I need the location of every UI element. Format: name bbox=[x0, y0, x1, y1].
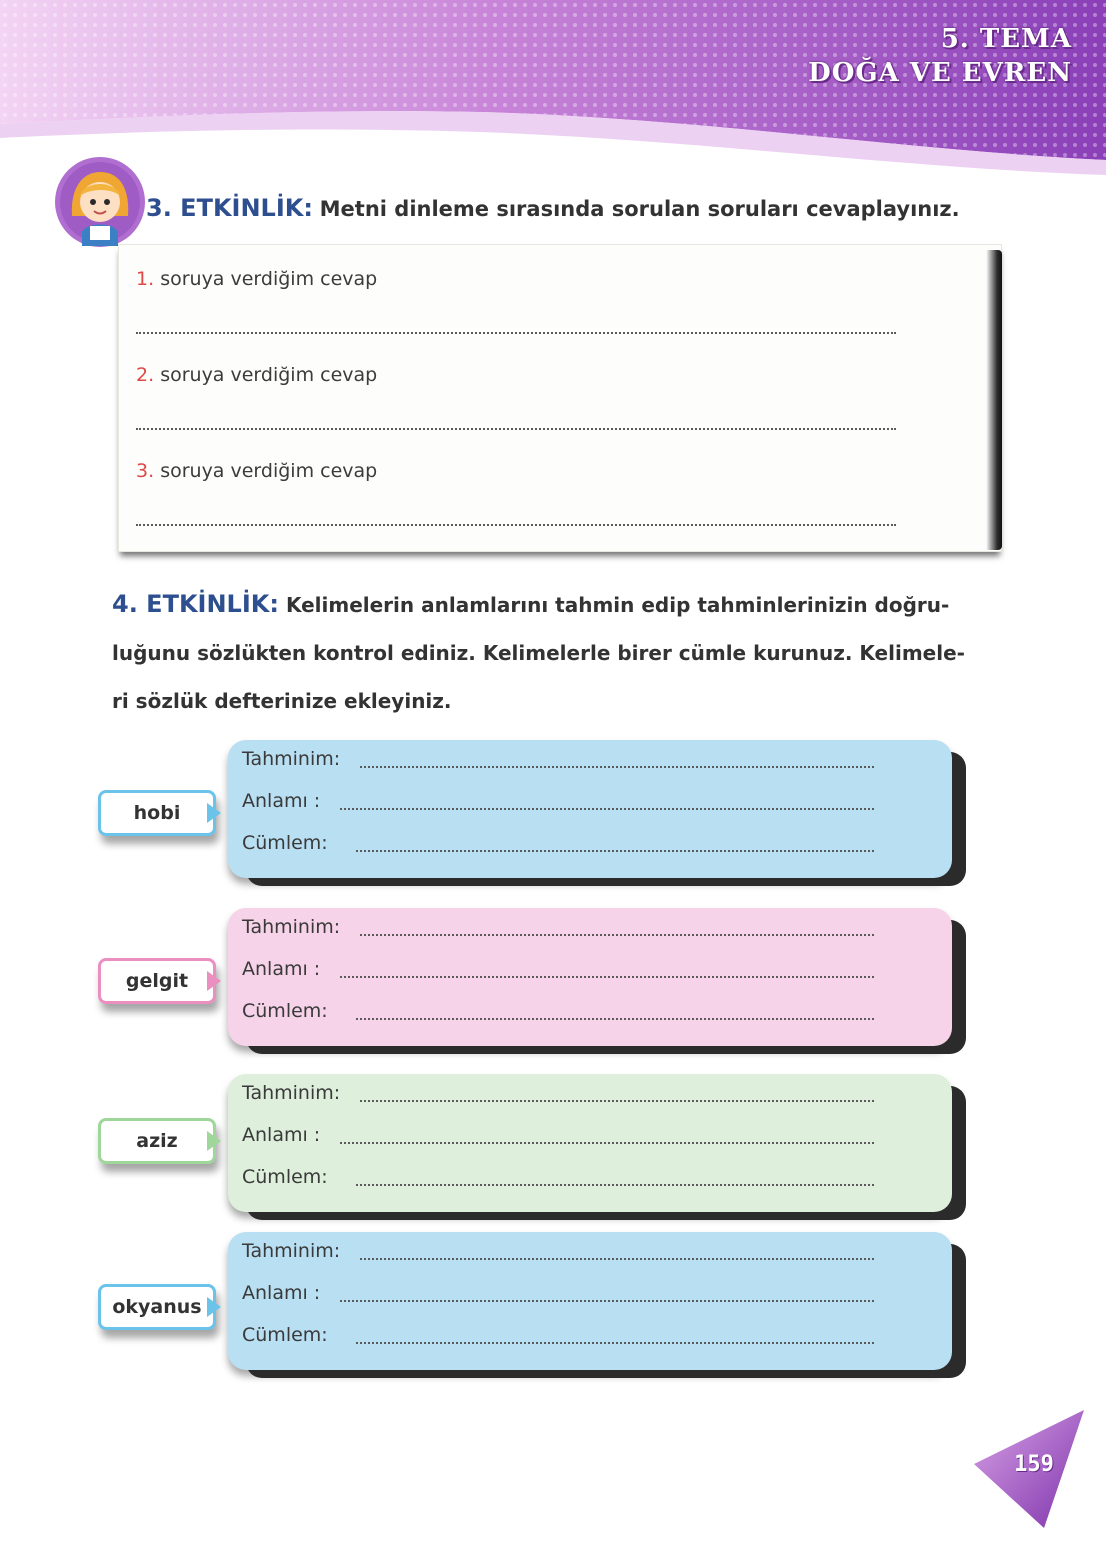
theme-number: 5. TEMA bbox=[940, 24, 1072, 54]
tag-arrow bbox=[207, 803, 221, 823]
tag-arrow bbox=[207, 971, 221, 991]
meaning-line[interactable] bbox=[340, 976, 874, 978]
answer-line-3[interactable] bbox=[136, 524, 896, 526]
word-tag-aziz: aziz bbox=[98, 1118, 216, 1164]
word-card-okyanus bbox=[228, 1232, 952, 1370]
question-3-label: 3. soruya verdiğim cevap bbox=[136, 460, 378, 482]
activity3-instruction: Metni dinleme sırasında sorulan soruları cevaplayınız. bbox=[319, 197, 960, 221]
word-card-aziz bbox=[228, 1074, 952, 1212]
activity3-heading bbox=[146, 194, 960, 222]
answer-paper bbox=[118, 244, 1002, 552]
question-1-label: 1. soruya verdiğim cevap bbox=[136, 268, 378, 290]
activity4-line1: Kelimelerin anlamlarını tahmin edip tahminlerinizin doğru- bbox=[285, 593, 950, 617]
theme-heading bbox=[808, 22, 1072, 90]
meaning-label: Anlamı : bbox=[242, 958, 321, 980]
guess-line[interactable] bbox=[360, 1258, 874, 1260]
sentence-label: Cümlem: bbox=[242, 1166, 328, 1188]
word-tag-okyanus: okyanus bbox=[98, 1284, 216, 1330]
guess-label: Tahminim: bbox=[242, 1240, 341, 1262]
sentence-line[interactable] bbox=[356, 1342, 874, 1344]
question-2-label: 2. soruya verdiğim cevap bbox=[136, 364, 378, 386]
word-tag-gelgit: gelgit bbox=[98, 958, 216, 1004]
meaning-line[interactable] bbox=[340, 808, 874, 810]
answer-line-1[interactable] bbox=[136, 332, 896, 334]
guess-line[interactable] bbox=[360, 1100, 874, 1102]
theme-title: DOĞA VE EVREN bbox=[808, 58, 1072, 88]
paper-curl bbox=[986, 250, 1002, 550]
sentence-label: Cümlem: bbox=[242, 1324, 328, 1346]
sentence-line[interactable] bbox=[356, 1018, 874, 1020]
meaning-label: Anlamı : bbox=[242, 790, 321, 812]
guess-label: Tahminim: bbox=[242, 1082, 341, 1104]
guess-line[interactable] bbox=[360, 766, 874, 768]
meaning-line[interactable] bbox=[340, 1142, 874, 1144]
meaning-line[interactable] bbox=[340, 1300, 874, 1302]
answer-line-2[interactable] bbox=[136, 428, 896, 430]
word-card-hobi bbox=[228, 740, 952, 878]
meaning-label: Anlamı : bbox=[242, 1124, 321, 1146]
tag-arrow bbox=[207, 1131, 221, 1151]
girl-avatar-icon bbox=[54, 156, 146, 248]
guess-line[interactable] bbox=[360, 934, 874, 936]
guess-label: Tahminim: bbox=[242, 916, 341, 938]
word-card-gelgit bbox=[228, 908, 952, 1046]
activity4-label: 4. ETKİNLİK: bbox=[112, 590, 279, 618]
meaning-label: Anlamı : bbox=[242, 1282, 321, 1304]
tag-arrow bbox=[207, 1297, 221, 1317]
sentence-line[interactable] bbox=[356, 1184, 874, 1186]
sentence-label: Cümlem: bbox=[242, 832, 328, 854]
page-number: 159 bbox=[1014, 1452, 1054, 1477]
activity4-line2: luğunu sözlükten kontrol ediniz. Kelimelerle birer cümle kurunuz. Kelimele- bbox=[112, 641, 965, 665]
activity4-instructions bbox=[112, 580, 1012, 725]
activity3-label: 3. ETKİNLİK: bbox=[146, 194, 313, 222]
word-tag-hobi: hobi bbox=[98, 790, 216, 836]
sentence-label: Cümlem: bbox=[242, 1000, 328, 1022]
guess-label: Tahminim: bbox=[242, 748, 341, 770]
sentence-line[interactable] bbox=[356, 850, 874, 852]
activity4-line3: ri sözlük defterinize ekleyiniz. bbox=[112, 689, 452, 713]
